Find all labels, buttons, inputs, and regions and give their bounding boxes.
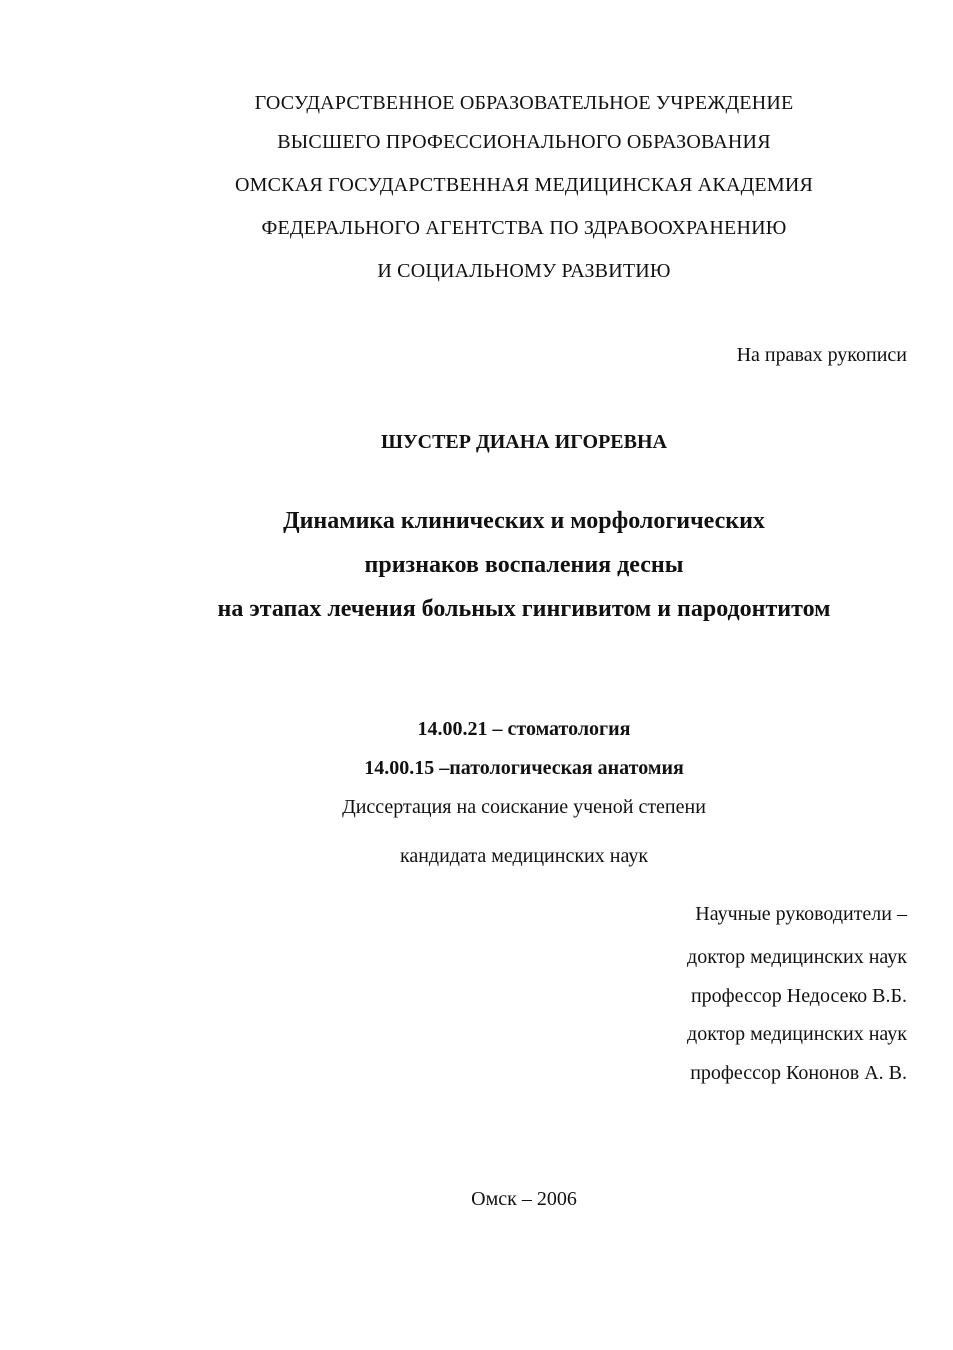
supervisor-1-degree: доктор медицинских наук — [687, 946, 907, 968]
institution-line-2: ВЫСШЕГО ПРОФЕССИОНАЛЬНОГО ОБРАЗОВАНИЯ — [277, 131, 771, 153]
degree-line-2: кандидата медицинских наук — [399, 845, 649, 867]
supervisor-2-degree: доктор медицинских наук — [687, 1023, 907, 1045]
supervisor-2-name: профессор Кононов А. В. — [690, 1062, 907, 1084]
institution-line-3: ОМСКАЯ ГОСУДАРСТВЕННАЯ МЕДИЦИНСКАЯ АКАДЕМИЯ — [234, 174, 814, 196]
supervisors-heading: Научные руководители – — [695, 903, 907, 925]
manuscript-note: На правах рукописи — [736, 344, 907, 366]
dissertation-title-line-1: Динамика клинических и морфологических — [283, 508, 765, 534]
institution-line-1: ГОСУДАРСТВЕННОЕ ОБРАЗОВАТЕЛЬНОЕ УЧРЕЖДЕНИЕ — [254, 92, 794, 114]
author-name: ШУСТЕР ДИАНА ИГОРЕВНА — [381, 431, 667, 453]
specialty-line-1: 14.00.21 – стоматология — [417, 718, 631, 740]
degree-line-1: Диссертация на соискание ученой степени — [342, 796, 706, 818]
institution-line-5: И СОЦИАЛЬНОМУ РАЗВИТИЮ — [377, 260, 671, 282]
specialty-line-2: 14.00.15 –патологическая анатомия — [364, 757, 684, 779]
institution-line-4: ФЕДЕРАЛЬНОГО АГЕНТСТВА ПО ЗДРАВООХРАНЕНИЮ — [261, 217, 787, 239]
supervisor-1-name: профессор Недосеко В.Б. — [690, 985, 907, 1007]
dissertation-title-line-3: на этапах лечения больных гингивитом и пародонтитом — [217, 596, 831, 622]
city-year: Омск – 2006 — [471, 1188, 577, 1210]
dissertation-title-line-2: признаков воспаления десны — [364, 552, 684, 578]
